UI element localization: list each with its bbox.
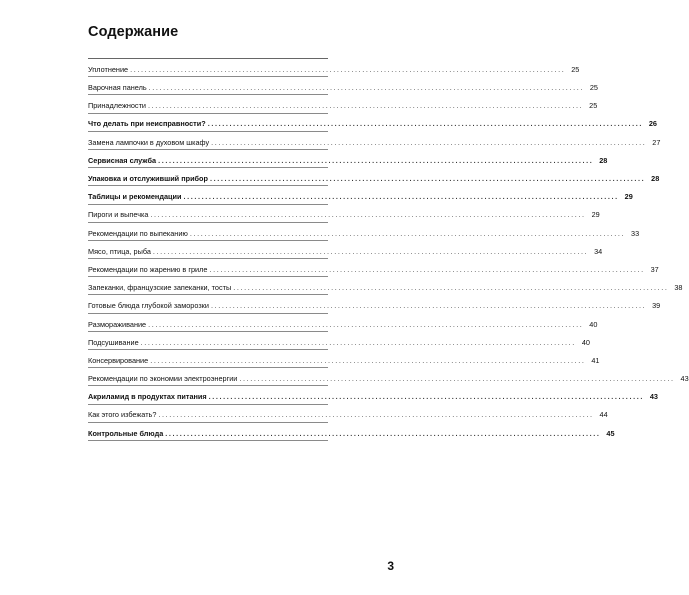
toc-entry-page: 29 (591, 210, 600, 220)
toc-entry[interactable] (88, 277, 683, 295)
toc-entry-page: 27 (652, 137, 661, 147)
toc-dot-leader: ........................................................................................................................ (211, 137, 647, 147)
toc-dot-leader: ........................................................................................................................ (158, 155, 594, 165)
toc-entry-label: Рекомендации по жарению в гриле (88, 264, 208, 274)
toc-dot-leader: ........................................................................................................................ (150, 355, 586, 365)
toc-entry[interactable] (88, 295, 661, 313)
toc-dot-leader: ........................................................................................................................ (233, 283, 669, 293)
toc-entry-page: 45 (606, 428, 615, 438)
toc-entry-label: Уплотнение (88, 64, 129, 74)
toc-entry[interactable] (88, 386, 658, 404)
toc-dot-leader: ........................................................................................................................ (210, 301, 647, 311)
toc-entry-page: 33 (631, 228, 640, 238)
toc-entry-page: 29 (624, 192, 633, 202)
toc-entry-page: 40 (581, 337, 590, 347)
toc-entry[interactable] (88, 241, 603, 259)
toc-entry-page: 39 (652, 301, 661, 311)
table-of-contents (88, 58, 689, 441)
toc-entry-label: Консервирование (88, 355, 149, 365)
toc-entry[interactable] (88, 168, 660, 186)
toc-entry[interactable] (88, 368, 689, 386)
toc-dot-leader: ........................................................................................................................ (148, 83, 584, 93)
toc-dot-leader: ........................................................................................................................ (209, 264, 645, 274)
toc-entry-page: 43 (680, 374, 689, 384)
toc-dot-leader: ........................................................................................................................ (165, 428, 601, 438)
toc-entry[interactable] (88, 150, 608, 168)
toc-entry[interactable] (88, 77, 598, 95)
toc-dot-leader: ........................................................................................................................ (130, 64, 566, 74)
toc-entry-page: 38 (674, 283, 683, 293)
toc-entry[interactable] (88, 114, 657, 132)
toc-entry-page: 28 (651, 174, 660, 184)
toc-dot-leader: ........................................................................................................................ (189, 228, 626, 238)
toc-dot-leader: ........................................................................................................................ (148, 319, 584, 329)
toc-entry[interactable] (88, 314, 598, 332)
toc-entry-label: Варочная панель (88, 83, 147, 93)
toc-entry[interactable] (88, 350, 600, 368)
toc-dot-leader: ........................................................................................................................ (207, 119, 643, 129)
toc-entry[interactable] (88, 186, 633, 204)
toc-entry-label: Упаковка и отслуживший прибор (88, 174, 208, 184)
toc-entry-label: Сервисная служба (88, 155, 157, 165)
toc-entry-label: Что делать при неисправности? (88, 119, 206, 129)
toc-entry-label: Готовые блюда глубокой заморозки (88, 301, 209, 311)
toc-entry-page: 25 (571, 64, 580, 74)
toc-entry-page: 34 (594, 246, 603, 256)
toc-entry[interactable] (88, 132, 661, 150)
toc-dot-leader: ........................................................................................................................ (140, 337, 576, 347)
toc-entry-label: Рекомендации по выпеканию (88, 228, 188, 238)
toc-entry-page: 44 (599, 410, 608, 420)
toc-dot-leader: ........................................................................................................................ (152, 246, 589, 256)
toc-entry-label: Как этого избежать? (88, 410, 157, 420)
toc-entry[interactable] (88, 223, 640, 241)
toc-entry[interactable] (88, 423, 615, 441)
toc-entry-label: Замена лампочки в духовом шкафу (88, 137, 210, 147)
toc-dot-leader: ........................................................................................................................ (148, 101, 584, 111)
toc-dot-leader: ........................................................................................................................ (150, 210, 586, 220)
toc-entry[interactable] (88, 205, 600, 223)
toc-entry-page: 28 (599, 155, 608, 165)
toc-dot-leader: ........................................................................................................................ (239, 374, 675, 384)
toc-entry-page: 25 (589, 101, 598, 111)
toc-entry-page: 25 (589, 83, 598, 93)
toc-entry-label: Размораживание (88, 319, 147, 329)
toc-entry-label: Рекомендации по экономии электроэнергии (88, 374, 238, 384)
toc-entry-page: 43 (649, 392, 658, 402)
page-number: 3 (387, 559, 394, 573)
toc-entry-label: Мясо, птица, рыба (88, 246, 151, 256)
toc-entry-label: Подсушивание (88, 337, 139, 347)
toc-entry-page: 40 (589, 319, 598, 329)
toc-entry-label: Акриламид в продуктах питания (88, 392, 207, 402)
toc-dot-leader: ........................................................................................................................ (208, 392, 644, 402)
toc-entry[interactable] (88, 332, 590, 350)
toc-entry[interactable] (88, 405, 608, 423)
toc-dot-leader: ........................................................................................................................ (209, 174, 646, 184)
toc-entry[interactable] (88, 259, 659, 277)
toc-entry-label: Контрольные блюда (88, 428, 164, 438)
toc-entry-label: Запеканки, французские запеканки, тосты (88, 283, 232, 293)
toc-entry-page: 41 (591, 355, 600, 365)
toc-entry-page: 26 (648, 119, 657, 129)
toc-entry-label: Пироги и выпечка (88, 210, 149, 220)
toc-dot-leader: ........................................................................................................................ (158, 410, 594, 420)
toc-entry-label: Таблицы и рекомендации (88, 192, 182, 202)
page-title: Содержание (88, 24, 179, 40)
toc-entry[interactable] (88, 95, 598, 113)
toc-dot-leader: ........................................................................................................................ (183, 192, 619, 202)
toc-entry-page: 37 (650, 264, 659, 274)
toc-entry-label: Принадлежности (88, 101, 146, 111)
toc-entry[interactable] (88, 59, 580, 77)
